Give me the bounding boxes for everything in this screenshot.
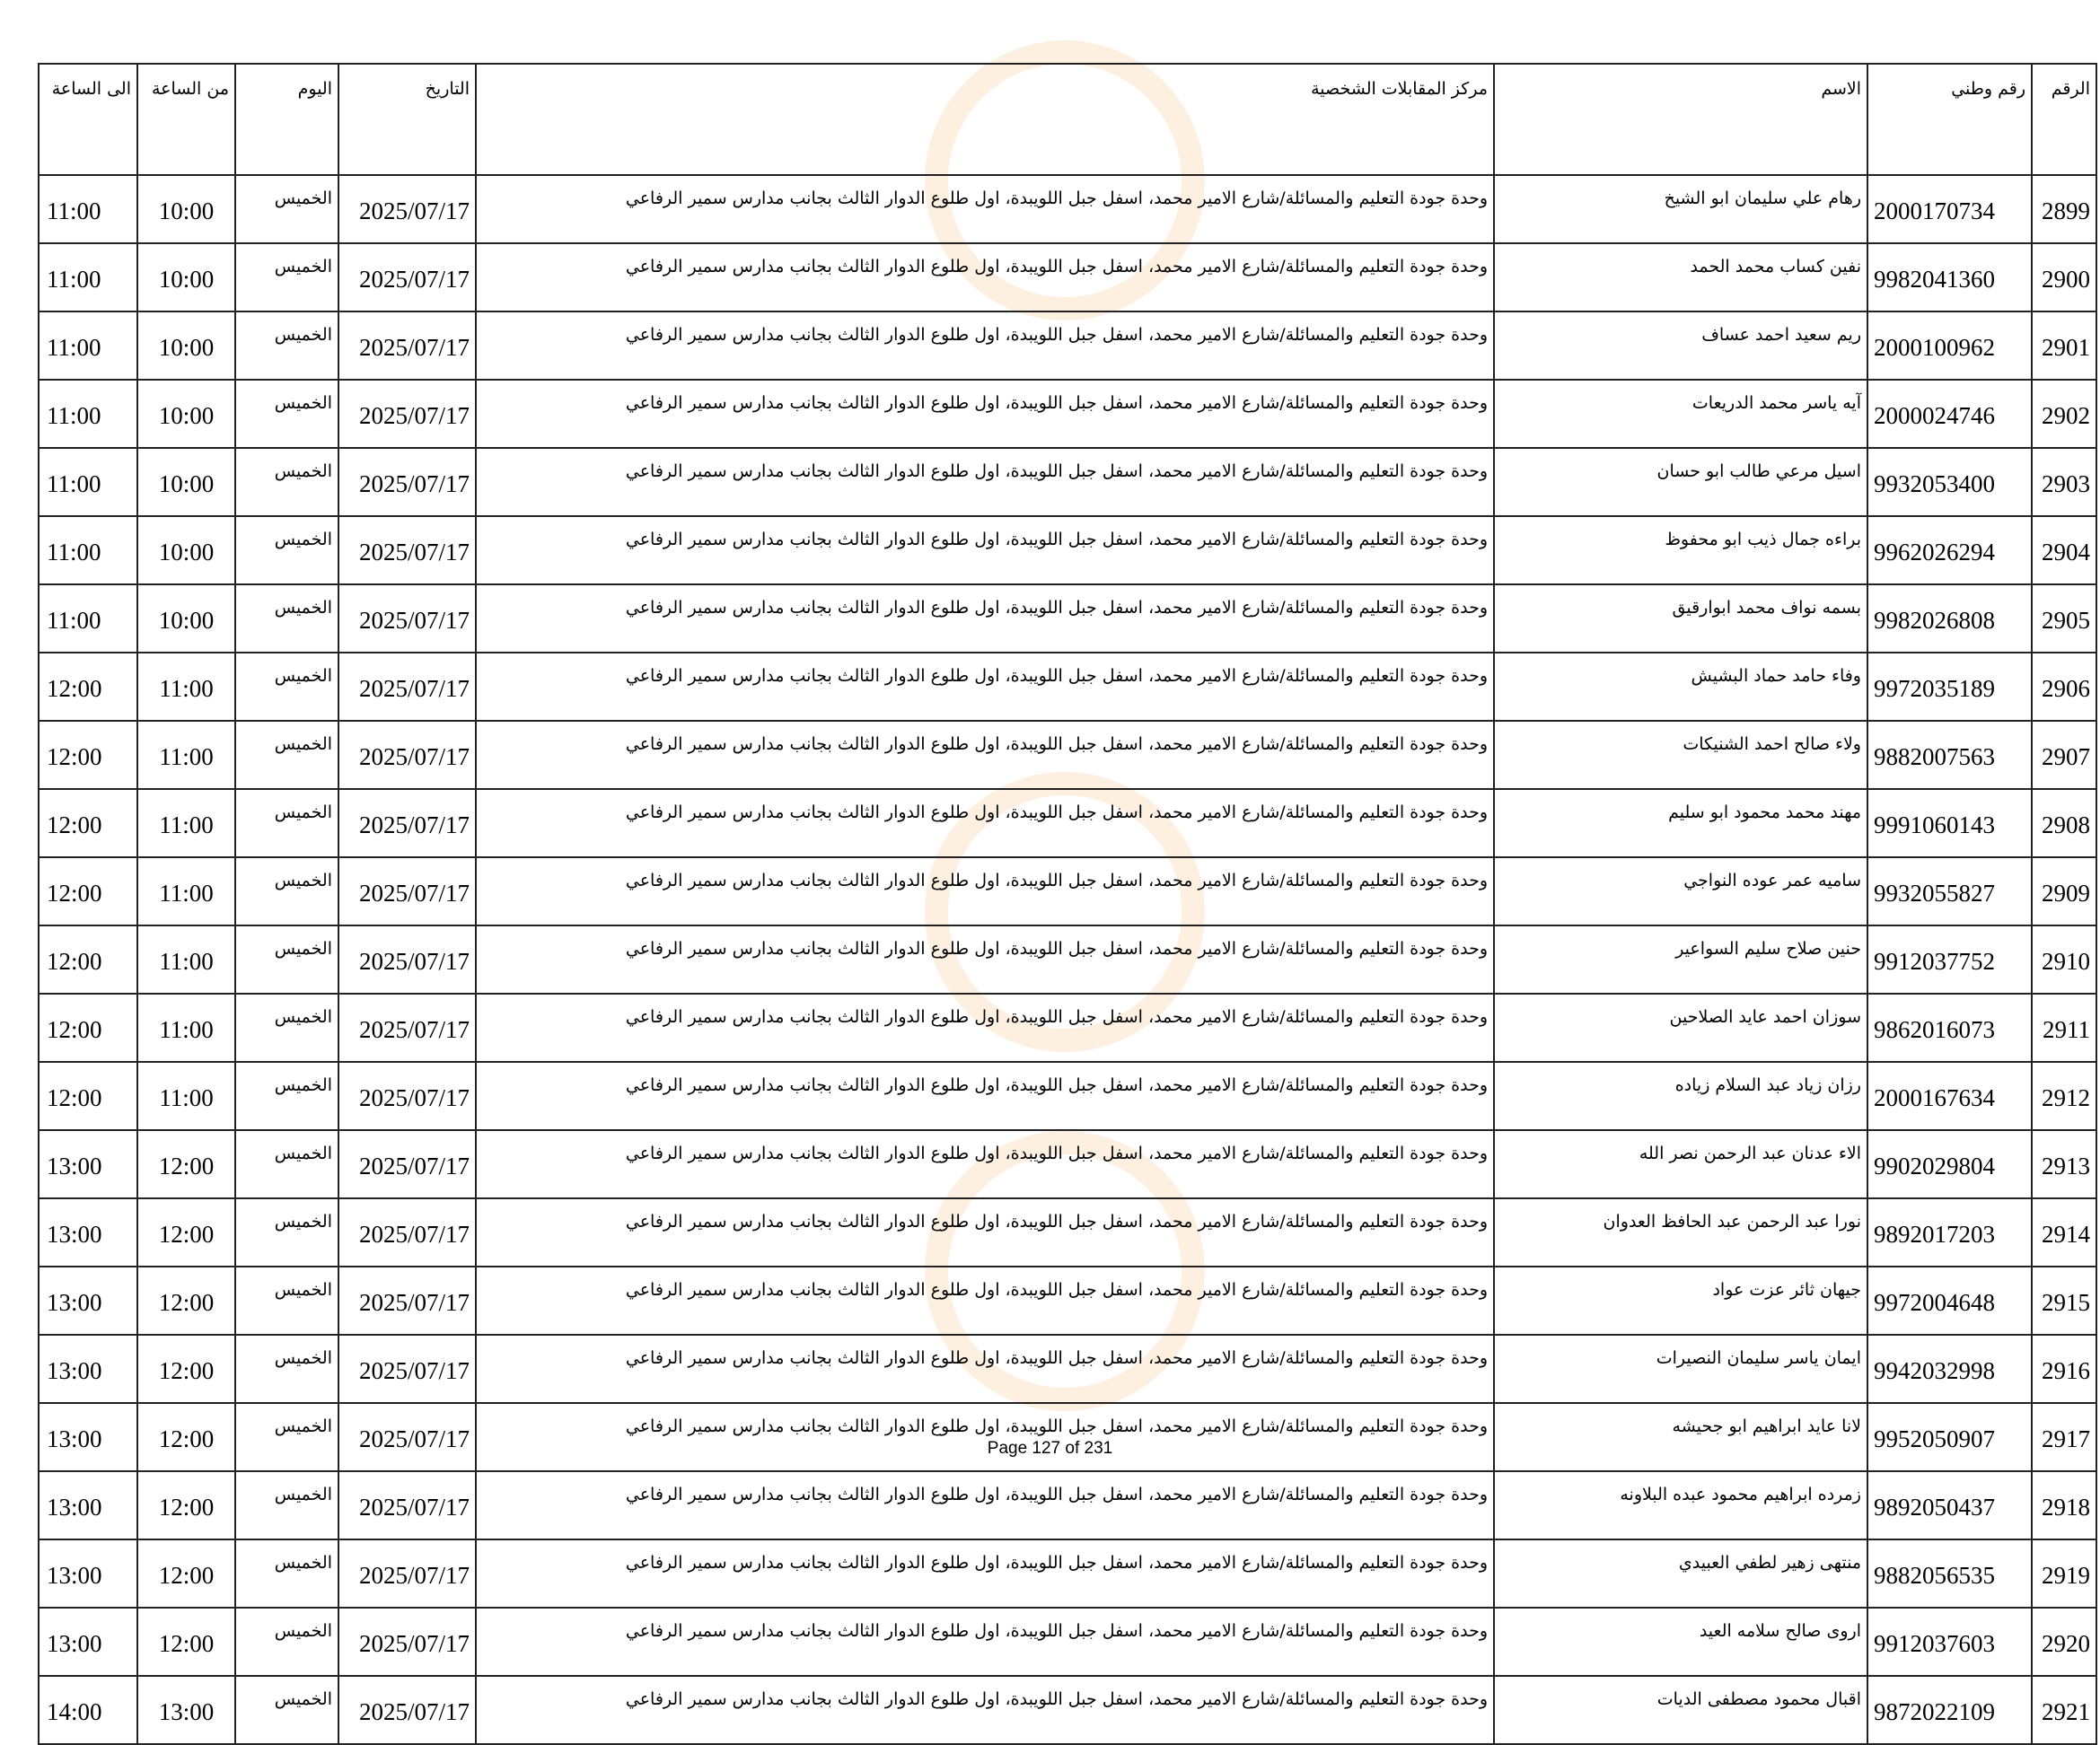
cell-to-time: 13:00 xyxy=(39,1198,137,1267)
cell-date: 2025/07/17 xyxy=(338,925,476,994)
cell-date: 2025/07/17 xyxy=(338,1335,476,1403)
header-date: التاريخ xyxy=(338,64,476,175)
cell-from-time: 12:00 xyxy=(137,1403,235,1471)
table-row xyxy=(39,1539,2096,1608)
cell-date: 2025/07/17 xyxy=(338,857,476,925)
cell-national-id: 9892017203 xyxy=(1867,1198,2032,1267)
cell-from-time: 10:00 xyxy=(137,243,235,311)
table-row xyxy=(39,789,2096,857)
cell-name: براءه جمال ذيب ابو محفوظ xyxy=(1494,516,1867,584)
cell-national-id: 9912037603 xyxy=(1867,1608,2032,1676)
cell-from-time: 10:00 xyxy=(137,584,235,653)
table-row xyxy=(39,1608,2096,1676)
cell-name: ريم سعيد احمد عساف xyxy=(1494,311,1867,380)
cell-day: الخميس xyxy=(235,380,338,448)
cell-day: الخميس xyxy=(235,1539,338,1608)
cell-to-time: 11:00 xyxy=(39,448,137,516)
cell-date: 2025/07/17 xyxy=(338,1608,476,1676)
cell-date: 2025/07/17 xyxy=(338,243,476,311)
table-row xyxy=(39,653,2096,721)
cell-to-time: 13:00 xyxy=(39,1608,137,1676)
cell-to-time: 12:00 xyxy=(39,994,137,1062)
header-day: اليوم xyxy=(235,64,338,175)
cell-from-time: 12:00 xyxy=(137,1198,235,1267)
cell-from-time: 12:00 xyxy=(137,1471,235,1539)
cell-from-time: 11:00 xyxy=(137,994,235,1062)
cell-from-time: 11:00 xyxy=(137,721,235,789)
cell-center: وحدة جودة التعليم والمسائلة/شارع الامير محمد، اسفل جبل اللويبدة، اول طلوع الدوار الثالث بجانب مدارس سمير الرفاعي xyxy=(476,243,1494,311)
cell-name: منتهى زهير لطفي العبيدي xyxy=(1494,1539,1867,1608)
cell-center: وحدة جودة التعليم والمسائلة/شارع الامير محمد، اسفل جبل اللويبدة، اول طلوع الدوار الثالث بجانب مدارس سمير الرفاعي xyxy=(476,994,1494,1062)
cell-national-id: 2000170734 xyxy=(1867,175,2032,243)
cell-date: 2025/07/17 xyxy=(338,1130,476,1198)
cell-date: 2025/07/17 xyxy=(338,1403,476,1471)
table-row xyxy=(39,175,2096,243)
cell-to-time: 11:00 xyxy=(39,243,137,311)
cell-name: جيهان ثائر عزت عواد xyxy=(1494,1267,1867,1335)
cell-day: الخميس xyxy=(235,1198,338,1267)
cell-row-no: 2904 xyxy=(2032,516,2096,584)
table-row xyxy=(39,243,2096,311)
cell-row-no: 2910 xyxy=(2032,925,2096,994)
cell-date: 2025/07/17 xyxy=(338,516,476,584)
table-row xyxy=(39,1130,2096,1198)
cell-from-time: 10:00 xyxy=(137,380,235,448)
cell-from-time: 11:00 xyxy=(137,653,235,721)
cell-row-no: 2909 xyxy=(2032,857,2096,925)
cell-national-id: 9942032998 xyxy=(1867,1335,2032,1403)
cell-to-time: 12:00 xyxy=(39,1062,137,1130)
cell-name: ايمان ياسر سليمان النصيرات xyxy=(1494,1335,1867,1403)
cell-row-no: 2901 xyxy=(2032,311,2096,380)
page-number: Page 127 of 231 xyxy=(987,1439,1113,1458)
cell-from-time: 10:00 xyxy=(137,311,235,380)
table-row xyxy=(39,380,2096,448)
cell-name: ولاء صالح احمد الشنيكات xyxy=(1494,721,1867,789)
cell-center: وحدة جودة التعليم والمسائلة/شارع الامير محمد، اسفل جبل اللويبدة، اول طلوع الدوار الثالث بجانب مدارس سمير الرفاعي xyxy=(476,857,1494,925)
cell-name: لانا عايد ابراهيم ابو جحيشه xyxy=(1494,1403,1867,1471)
cell-day: الخميس xyxy=(235,1471,338,1539)
cell-center: وحدة جودة التعليم والمسائلة/شارع الامير محمد، اسفل جبل اللويبدة، اول طلوع الدوار الثالث بجانب مدارس سمير الرفاعي xyxy=(476,1130,1494,1198)
cell-day: الخميس xyxy=(235,243,338,311)
cell-from-time: 11:00 xyxy=(137,857,235,925)
cell-to-time: 11:00 xyxy=(39,311,137,380)
table-row xyxy=(39,857,2096,925)
table-row xyxy=(39,1335,2096,1403)
cell-to-time: 13:00 xyxy=(39,1130,137,1198)
cell-to-time: 11:00 xyxy=(39,175,137,243)
cell-date: 2025/07/17 xyxy=(338,789,476,857)
cell-date: 2025/07/17 xyxy=(338,448,476,516)
table-header-row xyxy=(39,64,2096,175)
cell-row-no: 2917 xyxy=(2032,1403,2096,1471)
table-row xyxy=(39,311,2096,380)
cell-center: وحدة جودة التعليم والمسائلة/شارع الامير محمد، اسفل جبل اللويبدة، اول طلوع الدوار الثالث بجانب مدارس سمير الرفاعي xyxy=(476,1608,1494,1676)
cell-center: وحدة جودة التعليم والمسائلة/شارع الامير محمد، اسفل جبل اللويبدة، اول طلوع الدوار الثالث بجانب مدارس سمير الرفاعي xyxy=(476,380,1494,448)
table-row xyxy=(39,1198,2096,1267)
cell-row-no: 2908 xyxy=(2032,789,2096,857)
cell-national-id: 9982026808 xyxy=(1867,584,2032,653)
cell-day: الخميس xyxy=(235,1676,338,1744)
cell-name: بسمه نواف محمد ابوارقيق xyxy=(1494,584,1867,653)
cell-to-time: 14:00 xyxy=(39,1676,137,1744)
cell-name: رزان زياد عبد السلام زياده xyxy=(1494,1062,1867,1130)
cell-name: حنين صلاح سليم السواعير xyxy=(1494,925,1867,994)
cell-day: الخميس xyxy=(235,1608,338,1676)
cell-national-id: 9902029804 xyxy=(1867,1130,2032,1198)
cell-national-id: 9962026294 xyxy=(1867,516,2032,584)
cell-to-time: 13:00 xyxy=(39,1539,137,1608)
cell-name: زمرده ابراهيم محمود عبده البلاونه xyxy=(1494,1471,1867,1539)
cell-national-id: 9872022109 xyxy=(1867,1676,2032,1744)
cell-from-time: 12:00 xyxy=(137,1539,235,1608)
cell-row-no: 2903 xyxy=(2032,448,2096,516)
cell-day: الخميس xyxy=(235,857,338,925)
cell-name: آيه ياسر محمد الدريعات xyxy=(1494,380,1867,448)
table-row xyxy=(39,1471,2096,1539)
cell-from-time: 10:00 xyxy=(137,448,235,516)
cell-center: وحدة جودة التعليم والمسائلة/شارع الامير محمد، اسفل جبل اللويبدة، اول طلوع الدوار الثالث بجانب مدارس سمير الرفاعي xyxy=(476,925,1494,994)
cell-name: رهام علي سليمان ابو الشيخ xyxy=(1494,175,1867,243)
cell-name: اقبال محمود مصطفى الديات xyxy=(1494,1676,1867,1744)
table-row xyxy=(39,1403,2096,1471)
cell-row-no: 2913 xyxy=(2032,1130,2096,1198)
cell-day: الخميس xyxy=(235,653,338,721)
cell-national-id: 2000167634 xyxy=(1867,1062,2032,1130)
table-row xyxy=(39,994,2096,1062)
cell-center: وحدة جودة التعليم والمسائلة/شارع الامير محمد، اسفل جبل اللويبدة، اول طلوع الدوار الثالث بجانب مدارس سمير الرفاعي xyxy=(476,1267,1494,1335)
cell-name: نورا عبد الرحمن عبد الحافظ العدوان xyxy=(1494,1198,1867,1267)
table-row xyxy=(39,1062,2096,1130)
cell-from-time: 11:00 xyxy=(137,925,235,994)
cell-national-id: 9932055827 xyxy=(1867,857,2032,925)
cell-row-no: 2916 xyxy=(2032,1335,2096,1403)
cell-national-id: 2000100962 xyxy=(1867,311,2032,380)
cell-row-no: 2911 xyxy=(2032,994,2096,1062)
cell-to-time: 12:00 xyxy=(39,789,137,857)
cell-from-time: 10:00 xyxy=(137,516,235,584)
cell-date: 2025/07/17 xyxy=(338,584,476,653)
table-row xyxy=(39,516,2096,584)
cell-row-no: 2919 xyxy=(2032,1539,2096,1608)
cell-date: 2025/07/17 xyxy=(338,721,476,789)
cell-center: وحدة جودة التعليم والمسائلة/شارع الامير محمد، اسفل جبل اللويبدة، اول طلوع الدوار الثالث بجانب مدارس سمير الرفاعي xyxy=(476,1471,1494,1539)
cell-day: الخميس xyxy=(235,516,338,584)
cell-row-no: 2920 xyxy=(2032,1608,2096,1676)
table-row xyxy=(39,1676,2096,1744)
cell-national-id: 9862016073 xyxy=(1867,994,2032,1062)
cell-name: سوزان احمد عايد الصلاحين xyxy=(1494,994,1867,1062)
cell-center: وحدة جودة التعليم والمسائلة/شارع الامير محمد، اسفل جبل اللويبدة، اول طلوع الدوار الثالث بجانب مدارس سمير الرفاعي xyxy=(476,1335,1494,1403)
cell-national-id: 9882056535 xyxy=(1867,1539,2032,1608)
cell-from-time: 11:00 xyxy=(137,1062,235,1130)
cell-to-time: 11:00 xyxy=(39,380,137,448)
cell-to-time: 13:00 xyxy=(39,1335,137,1403)
cell-to-time: 13:00 xyxy=(39,1471,137,1539)
cell-national-id: 9991060143 xyxy=(1867,789,2032,857)
cell-date: 2025/07/17 xyxy=(338,653,476,721)
cell-date: 2025/07/17 xyxy=(338,994,476,1062)
cell-center: وحدة جودة التعليم والمسائلة/شارع الامير محمد، اسفل جبل اللويبدة، اول طلوع الدوار الثالث بجانب مدارس سمير الرفاعي xyxy=(476,1198,1494,1267)
cell-name: نفين كساب محمد الحمد xyxy=(1494,243,1867,311)
cell-day: الخميس xyxy=(235,925,338,994)
cell-day: الخميس xyxy=(235,721,338,789)
interview-schedule-table xyxy=(38,63,2097,1745)
cell-national-id: 9952050907 xyxy=(1867,1403,2032,1471)
cell-national-id: 9912037752 xyxy=(1867,925,2032,994)
cell-to-time: 12:00 xyxy=(39,721,137,789)
cell-date: 2025/07/17 xyxy=(338,1198,476,1267)
cell-center: وحدة جودة التعليم والمسائلة/شارع الامير محمد، اسفل جبل اللويبدة، اول طلوع الدوار الثالث بجانب مدارس سمير الرفاعي xyxy=(476,1676,1494,1744)
cell-to-time: 11:00 xyxy=(39,584,137,653)
cell-center: وحدة جودة التعليم والمسائلة/شارع الامير محمد، اسفل جبل اللويبدة، اول طلوع الدوار الثالث بجانب مدارس سمير الرفاعي xyxy=(476,1403,1494,1471)
header-no: الرقم xyxy=(2032,64,2096,175)
cell-center: وحدة جودة التعليم والمسائلة/شارع الامير محمد، اسفل جبل اللويبدة، اول طلوع الدوار الثالث بجانب مدارس سمير الرفاعي xyxy=(476,721,1494,789)
cell-from-time: 10:00 xyxy=(137,175,235,243)
cell-national-id: 9982041360 xyxy=(1867,243,2032,311)
cell-day: الخميس xyxy=(235,789,338,857)
cell-row-no: 2899 xyxy=(2032,175,2096,243)
cell-day: الخميس xyxy=(235,994,338,1062)
cell-center: وحدة جودة التعليم والمسائلة/شارع الامير محمد، اسفل جبل اللويبدة، اول طلوع الدوار الثالث بجانب مدارس سمير الرفاعي xyxy=(476,584,1494,653)
cell-row-no: 2921 xyxy=(2032,1676,2096,1744)
cell-name: اسيل مرعي طالب ابو حسان xyxy=(1494,448,1867,516)
cell-row-no: 2900 xyxy=(2032,243,2096,311)
cell-from-time: 13:00 xyxy=(137,1676,235,1744)
cell-name: الاء عدنان عبد الرحمن نصر الله xyxy=(1494,1130,1867,1198)
cell-national-id: 9882007563 xyxy=(1867,721,2032,789)
cell-from-time: 12:00 xyxy=(137,1267,235,1335)
cell-date: 2025/07/17 xyxy=(338,1676,476,1744)
table-row xyxy=(39,584,2096,653)
cell-date: 2025/07/17 xyxy=(338,380,476,448)
cell-date: 2025/07/17 xyxy=(338,1539,476,1608)
cell-day: الخميس xyxy=(235,1335,338,1403)
cell-center: وحدة جودة التعليم والمسائلة/شارع الامير محمد، اسفل جبل اللويبدة، اول طلوع الدوار الثالث بجانب مدارس سمير الرفاعي xyxy=(476,516,1494,584)
cell-date: 2025/07/17 xyxy=(338,311,476,380)
cell-day: الخميس xyxy=(235,1130,338,1198)
cell-day: الخميس xyxy=(235,448,338,516)
cell-to-time: 12:00 xyxy=(39,653,137,721)
table-row xyxy=(39,721,2096,789)
header-center: مركز المقابلات الشخصية xyxy=(476,64,1494,175)
cell-to-time: 11:00 xyxy=(39,516,137,584)
cell-date: 2025/07/17 xyxy=(338,175,476,243)
cell-from-time: 12:00 xyxy=(137,1608,235,1676)
cell-national-id: 2000024746 xyxy=(1867,380,2032,448)
cell-row-no: 2906 xyxy=(2032,653,2096,721)
cell-to-time: 13:00 xyxy=(39,1267,137,1335)
cell-row-no: 2914 xyxy=(2032,1198,2096,1267)
cell-day: الخميس xyxy=(235,1062,338,1130)
cell-date: 2025/07/17 xyxy=(338,1471,476,1539)
cell-row-no: 2912 xyxy=(2032,1062,2096,1130)
cell-national-id: 9972035189 xyxy=(1867,653,2032,721)
table-row xyxy=(39,448,2096,516)
cell-center: وحدة جودة التعليم والمسائلة/شارع الامير محمد، اسفل جبل اللويبدة، اول طلوع الدوار الثالث بجانب مدارس سمير الرفاعي xyxy=(476,1539,1494,1608)
header-name: الاسم xyxy=(1494,64,1867,175)
cell-center: وحدة جودة التعليم والمسائلة/شارع الامير محمد، اسفل جبل اللويبدة، اول طلوع الدوار الثالث بجانب مدارس سمير الرفاعي xyxy=(476,311,1494,380)
cell-row-no: 2907 xyxy=(2032,721,2096,789)
header-to: الى الساعة xyxy=(39,64,137,175)
cell-day: الخميس xyxy=(235,311,338,380)
cell-name: ساميه عمر عوده النواجي xyxy=(1494,857,1867,925)
cell-from-time: 11:00 xyxy=(137,789,235,857)
cell-date: 2025/07/17 xyxy=(338,1062,476,1130)
cell-row-no: 2902 xyxy=(2032,380,2096,448)
cell-center: وحدة جودة التعليم والمسائلة/شارع الامير محمد، اسفل جبل اللويبدة، اول طلوع الدوار الثالث بجانب مدارس سمير الرفاعي xyxy=(476,175,1494,243)
cell-day: الخميس xyxy=(235,584,338,653)
cell-center: وحدة جودة التعليم والمسائلة/شارع الامير محمد، اسفل جبل اللويبدة، اول طلوع الدوار الثالث بجانب مدارس سمير الرفاعي xyxy=(476,1062,1494,1130)
cell-national-id: 9892050437 xyxy=(1867,1471,2032,1539)
table-row xyxy=(39,1267,2096,1335)
cell-row-no: 2918 xyxy=(2032,1471,2096,1539)
cell-from-time: 12:00 xyxy=(137,1130,235,1198)
cell-date: 2025/07/17 xyxy=(338,1267,476,1335)
cell-national-id: 9932053400 xyxy=(1867,448,2032,516)
cell-name: اروى صالح سلامه العيد xyxy=(1494,1608,1867,1676)
cell-row-no: 2915 xyxy=(2032,1267,2096,1335)
cell-day: الخميس xyxy=(235,1267,338,1335)
table-row xyxy=(39,925,2096,994)
cell-center: وحدة جودة التعليم والمسائلة/شارع الامير محمد، اسفل جبل اللويبدة، اول طلوع الدوار الثالث بجانب مدارس سمير الرفاعي xyxy=(476,653,1494,721)
cell-row-no: 2905 xyxy=(2032,584,2096,653)
cell-to-time: 13:00 xyxy=(39,1403,137,1471)
cell-national-id: 9972004648 xyxy=(1867,1267,2032,1335)
cell-name: مهند محمد محمود ابو سليم xyxy=(1494,789,1867,857)
cell-day: الخميس xyxy=(235,175,338,243)
cell-to-time: 12:00 xyxy=(39,857,137,925)
cell-to-time: 12:00 xyxy=(39,925,137,994)
cell-day: الخميس xyxy=(235,1403,338,1471)
cell-from-time: 12:00 xyxy=(137,1335,235,1403)
cell-name: وفاء حامد حماد البشيش xyxy=(1494,653,1867,721)
cell-center: وحدة جودة التعليم والمسائلة/شارع الامير محمد، اسفل جبل اللويبدة، اول طلوع الدوار الثالث بجانب مدارس سمير الرفاعي xyxy=(476,448,1494,516)
cell-center: وحدة جودة التعليم والمسائلة/شارع الامير محمد، اسفل جبل اللويبدة، اول طلوع الدوار الثالث بجانب مدارس سمير الرفاعي xyxy=(476,789,1494,857)
header-national-id: رقم وطني xyxy=(1867,64,2032,175)
header-from: من الساعة xyxy=(137,64,235,175)
